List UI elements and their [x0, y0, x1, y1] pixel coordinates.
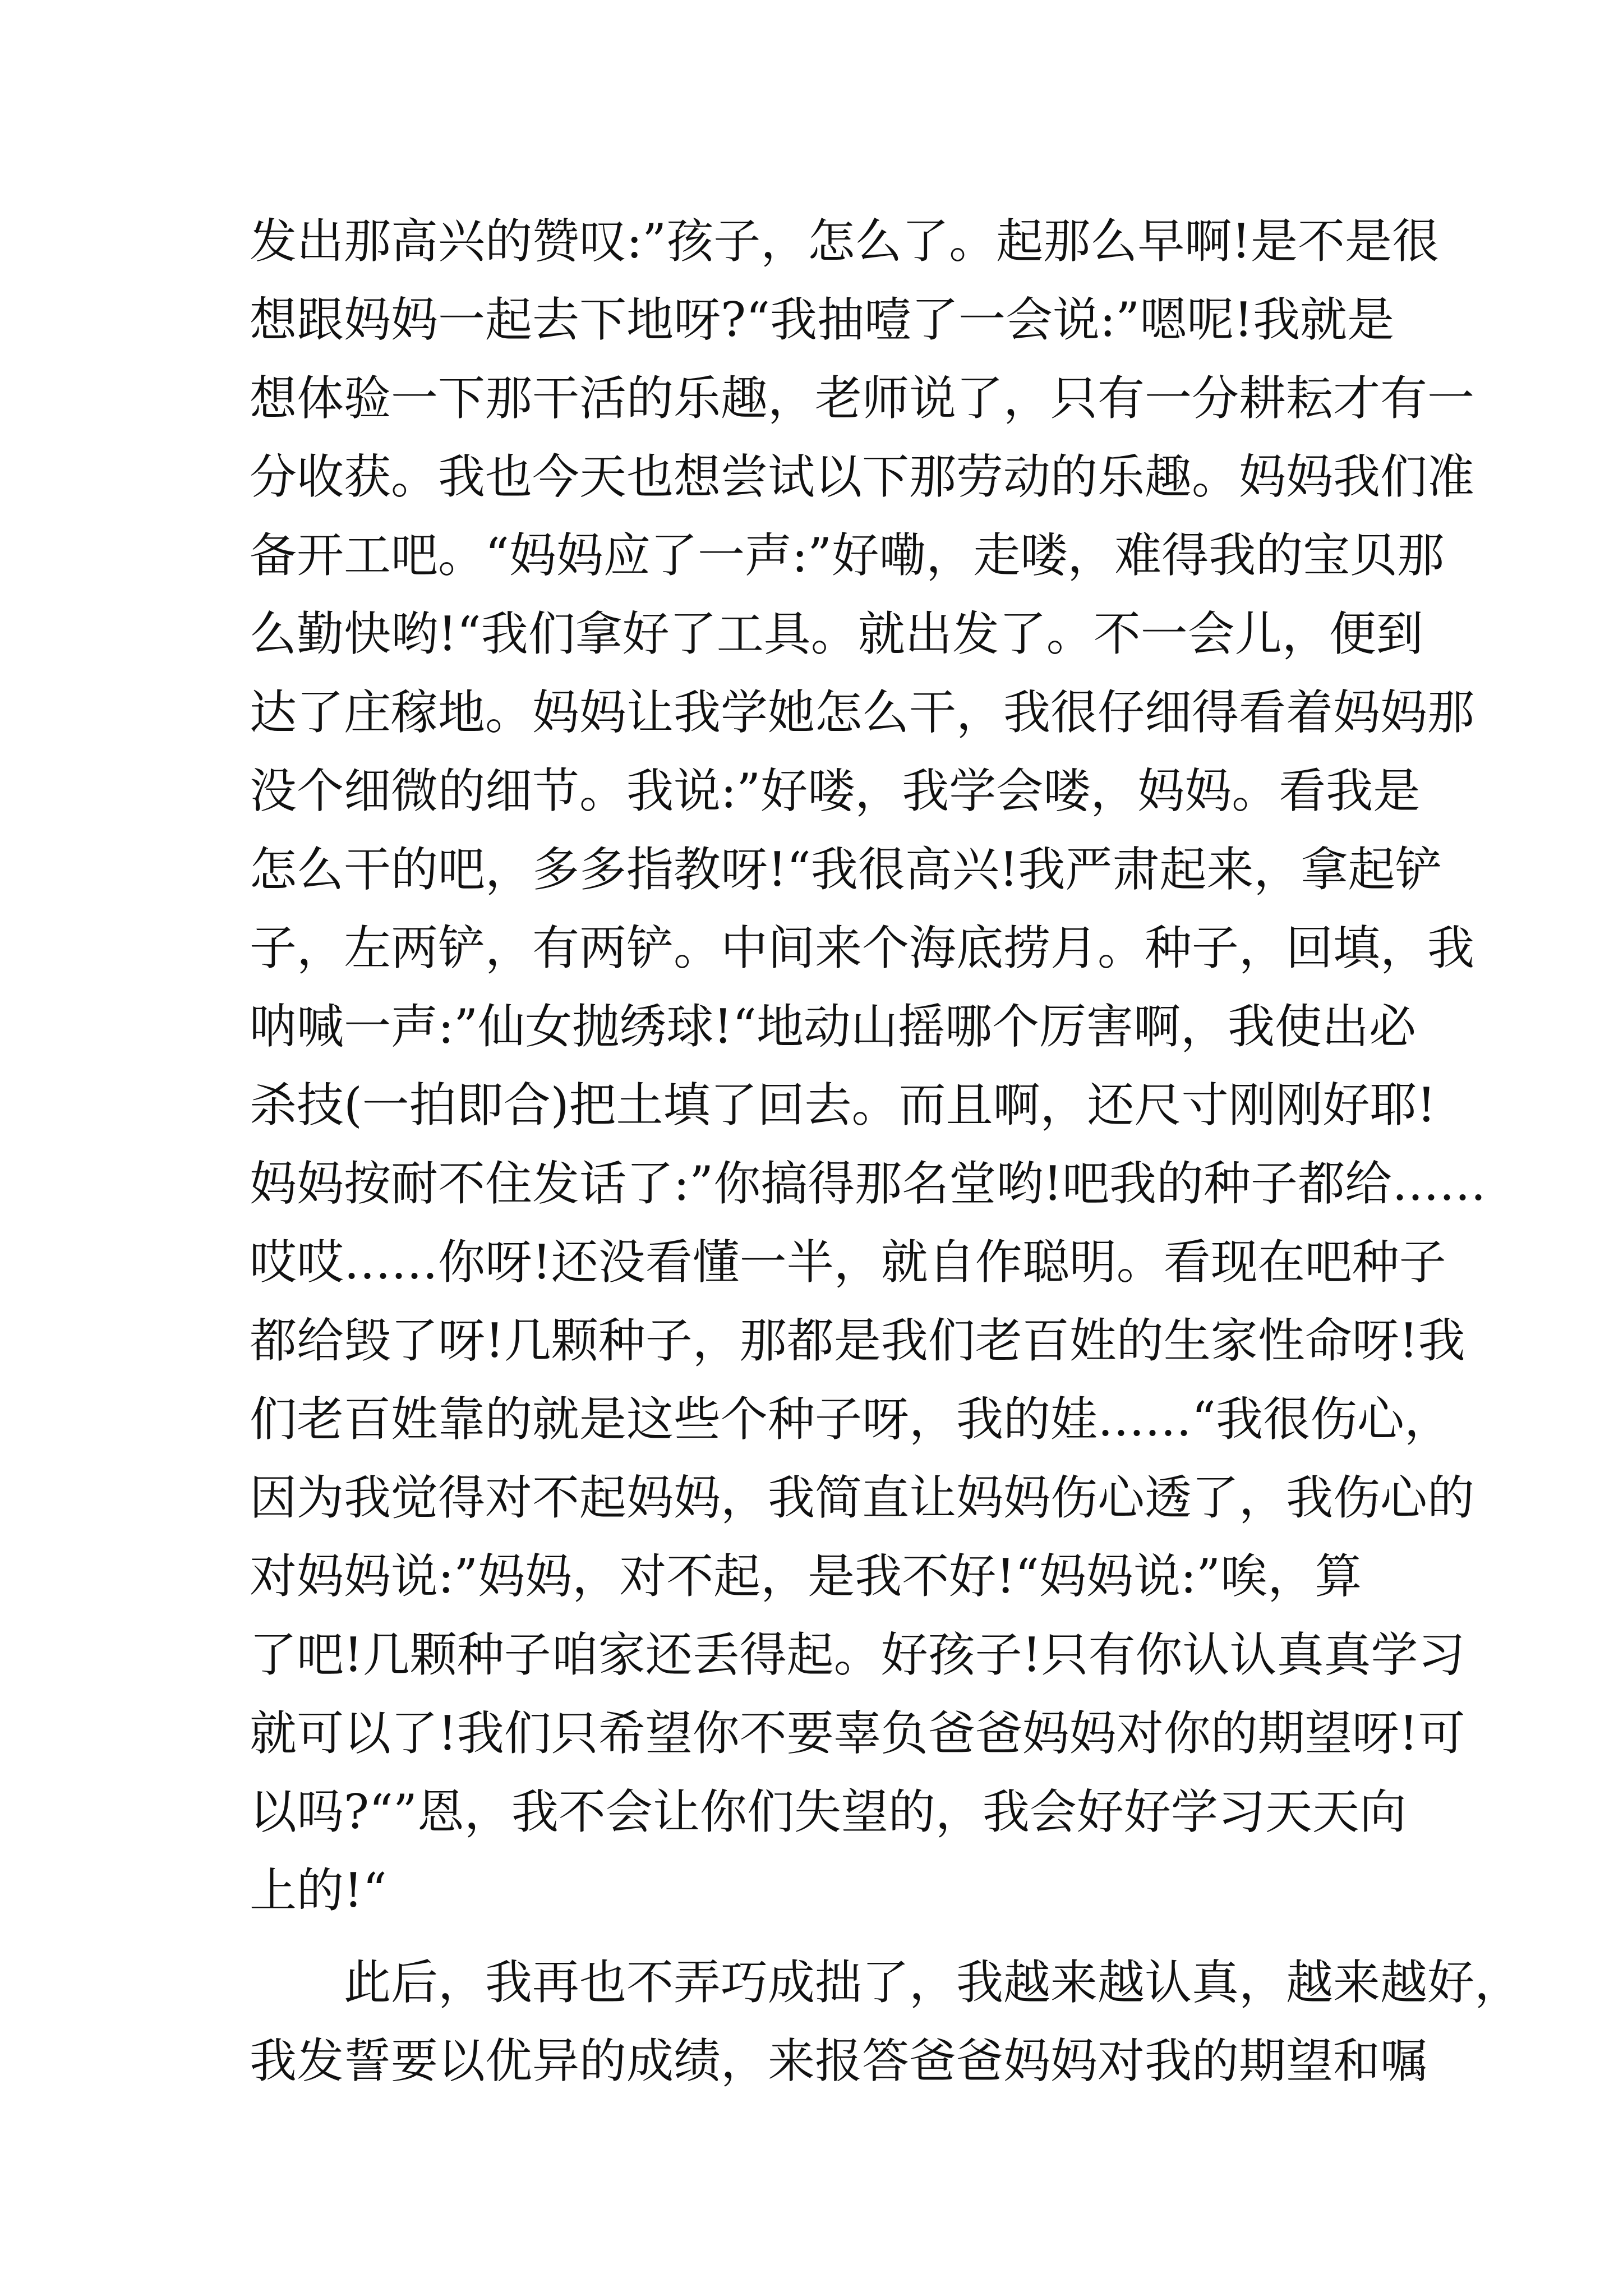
text-line: 妈妈按耐不住发话了:”你搞得那名堂哟!吧我的种子都给…… [250, 1156, 1487, 1211]
text-line: 么勤快哟!“我们拿好了工具。就出发了。不一会儿，便到 [250, 606, 1423, 661]
text-line: 就可以了!我们只希望你不要辜负爸爸妈妈对你的期望呀!可 [250, 1706, 1465, 1761]
text-line: 没个细微的细节。我说:”好喽，我学会喽，妈妈。看我是 [250, 763, 1421, 818]
text-line: 哎哎……你呀!还没看懂一半，就自作聪明。看现在吧种子 [250, 1235, 1446, 1290]
text-line: 发出那高兴的赞叹:”孩子，怎么了。起那么早啊!是不是很 [250, 214, 1440, 269]
text-line: 想体验一下那干活的乐趣，老师说了，只有一分耕耘才有一 [250, 371, 1475, 426]
text-line: 此后，我再也不弄巧成拙了，我越来越认真，越来越好， [344, 1955, 1522, 2010]
text-line: 分收获。我也今天也想尝试以下那劳动的乐趣。妈妈我们准 [250, 449, 1475, 504]
text-line: 我发誓要以优异的成绩，来报答爸爸妈妈对我的期望和嘱 [250, 2033, 1428, 2088]
paragraph-2 [250, 1943, 1522, 2100]
text-line: 杀技(一拍即合)把土填了回去。而且啊，还尺寸刚刚好耶! [250, 1078, 1436, 1133]
text-line: 达了庄稼地。妈妈让我学她怎么干，我很仔细得看着妈妈那 [250, 685, 1475, 740]
paragraph-1 [250, 202, 1487, 1930]
text-line: 都给毁了呀!几颗种子，那都是我们老百姓的生家性命呀!我 [250, 1313, 1465, 1368]
text-line: 备开工吧。“妈妈应了一声:”好嘞，走喽，难得我的宝贝那 [250, 528, 1445, 583]
text-line: 们老百姓靠的就是这些个种子呀，我的娃……“我很伤心， [250, 1392, 1451, 1447]
paragraph-spacer [250, 1930, 1399, 1943]
text-line: 想跟妈妈一起去下地呀?“我抽噎了一会说:”嗯呢!我就是 [250, 292, 1394, 347]
text-line: 上的!“ [250, 1863, 387, 1918]
document-body [250, 202, 1522, 2100]
text-line: 子，左两铲，有两铲。中间来个海底捞月。种子，回填，我 [250, 921, 1475, 976]
text-line: 呐喊一声:”仙女抛绣球!“地动山摇哪个厉害啊，我使出必 [250, 999, 1416, 1054]
text-line: 以吗?“”恩，我不会让你们失望的，我会好好学习天天向 [250, 1784, 1407, 1839]
text-line: 对妈妈说:”妈妈，对不起，是我不好!“妈妈说:”唉，算 [250, 1549, 1362, 1604]
text-line: 了吧!几颗种子咱家还丢得起。好孩子!只有你认认真真学习 [250, 1627, 1465, 1682]
text-line: 因为我觉得对不起妈妈，我简直让妈妈伤心透了，我伤心的 [250, 1470, 1475, 1525]
text-line: 怎么干的吧，多多指教呀!“我很高兴!我严肃起来，拿起铲 [250, 842, 1442, 897]
